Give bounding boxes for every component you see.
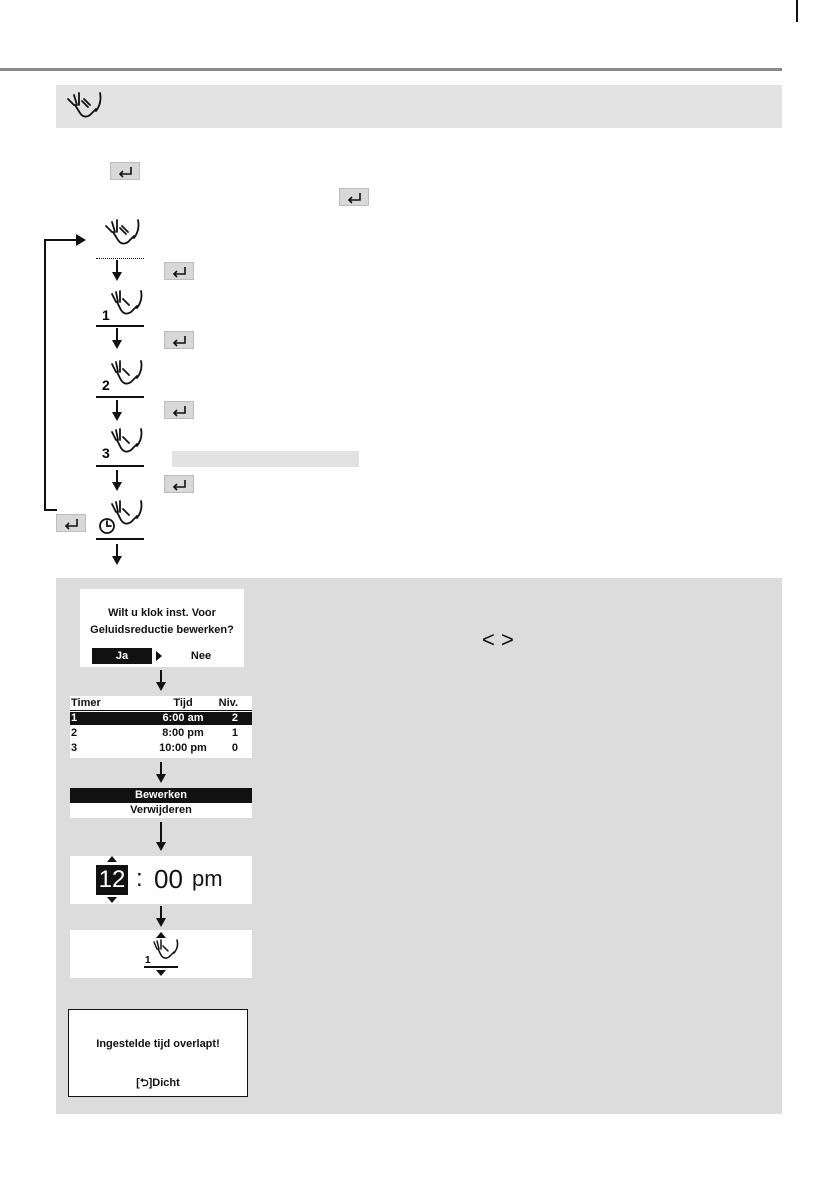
enter-key-icon — [164, 262, 194, 280]
up-caret-icon[interactable] — [107, 856, 117, 863]
enter-key-icon — [56, 514, 86, 532]
separator — [96, 538, 144, 540]
ampm-value[interactable]: pm — [192, 866, 223, 891]
header-timer: Timer — [71, 697, 101, 709]
menu-item-edit[interactable]: Bewerken — [70, 788, 252, 803]
level-setting-screen — [70, 930, 252, 978]
step-number: 2 — [102, 377, 110, 393]
down-caret-icon[interactable] — [156, 970, 166, 977]
time-cell: 10:00 pm — [159, 742, 207, 754]
minutes-value[interactable]: 00 — [154, 864, 183, 894]
clock-hand-touch-icon — [98, 500, 144, 536]
hand-touch-icon — [66, 91, 110, 123]
down-arrow — [154, 670, 168, 692]
separator — [144, 966, 178, 968]
down-arrow — [110, 260, 124, 282]
highlight-bar — [172, 451, 359, 467]
table-row[interactable] — [70, 727, 252, 740]
overlap-warning-dialog — [68, 1009, 248, 1097]
down-arrow — [154, 822, 168, 852]
timer-table — [70, 696, 252, 758]
enter-key-icon — [164, 475, 194, 493]
hand-touch-2-icon — [100, 360, 144, 394]
enter-key-icon — [339, 188, 369, 206]
time-cell: 6:00 am — [162, 712, 204, 724]
step-number: 1 — [102, 307, 110, 323]
section-header — [56, 85, 782, 128]
timer-cell: 2 — [71, 727, 78, 739]
down-arrow — [110, 400, 124, 422]
enter-key-icon — [164, 331, 194, 349]
dialog-line-2: Geluidsreductie bewerken? — [90, 624, 234, 636]
time-setting-screen — [70, 856, 252, 904]
enter-key-icon — [110, 162, 140, 180]
table-row[interactable] — [70, 712, 252, 725]
hand-touch-icon — [104, 218, 144, 252]
down-arrow — [110, 470, 124, 492]
down-arrow — [110, 544, 124, 566]
warning-message: Ingestelde tijd overlapt! — [96, 1038, 220, 1050]
timer-cell: 1 — [71, 712, 78, 724]
separator — [96, 396, 144, 398]
hand-touch-1-icon — [100, 290, 144, 324]
loop-back-arrow — [40, 230, 100, 512]
hand-touch-1-icon — [144, 939, 180, 965]
down-arrow — [110, 328, 124, 350]
yes-button[interactable]: Ja — [92, 648, 152, 664]
no-button[interactable]: Nee — [190, 650, 212, 662]
table-header — [70, 697, 252, 710]
time-cell: 8:00 pm — [162, 727, 204, 739]
edit-menu — [70, 788, 252, 818]
down-arrow — [154, 762, 168, 784]
header-level: Niv. — [218, 697, 238, 709]
down-arrow — [154, 906, 168, 928]
hour-value[interactable]: 12 — [96, 865, 128, 895]
header-time: Tijd — [173, 697, 193, 709]
nav-arrows-text: < > — [482, 627, 514, 652]
separator — [96, 258, 144, 259]
hand-touch-3-icon — [100, 428, 144, 462]
enter-key-icon — [164, 401, 194, 419]
level-cell: 0 — [231, 742, 238, 754]
up-caret-icon[interactable] — [156, 932, 166, 939]
header-divider — [70, 710, 252, 711]
crop-mark — [796, 0, 798, 22]
dialog-message — [80, 605, 244, 639]
time-separator: : — [136, 865, 143, 892]
down-caret-icon[interactable] — [107, 897, 117, 904]
menu-item-delete[interactable]: Verwijderen — [130, 804, 192, 816]
level-cell: 2 — [231, 712, 238, 724]
level-cell: 1 — [231, 727, 238, 739]
timer-cell: 3 — [71, 742, 78, 754]
top-rule — [0, 68, 782, 71]
dialog-line-1: Wilt u klok inst. Voor — [108, 607, 216, 619]
table-row[interactable] — [70, 742, 252, 755]
separator — [96, 465, 144, 467]
separator — [96, 325, 144, 327]
level-number: 1 — [145, 955, 151, 965]
right-caret-icon — [155, 650, 163, 662]
step-number: 3 — [102, 445, 110, 461]
close-button[interactable]: [⮌]Dicht — [136, 1077, 180, 1089]
